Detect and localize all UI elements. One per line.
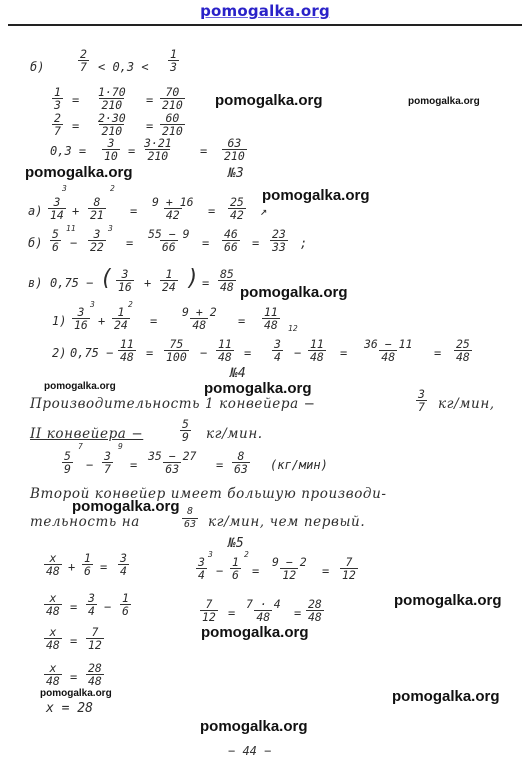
equals-sign: = (146, 119, 154, 133)
fraction: $\frac{7 \cdot 4}{48}$ (246, 597, 281, 624)
fraction: $\frac{36 - 11}{48}$ (364, 337, 413, 364)
fraction: $\frac{2}{7}$ (80, 47, 87, 74)
fraction: $\frac{3}{16}$ (118, 267, 132, 294)
unit-label: (кг/мин) (270, 458, 328, 472)
fraction: $\frac{x}{48}$ (46, 591, 60, 618)
fraction: $\frac{2\cdot 30}{210}$ (98, 111, 126, 138)
watermark: pomogalka.org (408, 96, 480, 107)
equals-sign: = (202, 236, 210, 250)
superscript: 3 (62, 184, 67, 193)
operator: + (68, 560, 76, 574)
operator: − (216, 564, 224, 578)
operator: − (200, 346, 208, 360)
operator: − (70, 236, 78, 250)
part-b-label: б) (28, 236, 43, 250)
part-v-label: в) (28, 276, 43, 290)
header-divider (8, 24, 522, 26)
mark: ; (300, 236, 308, 250)
operator: − (104, 600, 112, 614)
watermark: pomogalka.org (392, 688, 500, 705)
fraction: $\frac{9 + 16}{42}$ (152, 195, 194, 222)
fraction: $\frac{70}{210}$ (162, 85, 183, 112)
fraction: $\frac{3}{22}$ (90, 227, 104, 254)
fraction: $\frac{x}{48}$ (46, 625, 60, 652)
fraction: $\frac{28}{48}$ (308, 597, 322, 624)
equation-lhs: 0,75 − (50, 276, 94, 290)
text-line: Второй конвейер имеет большую производи- (30, 486, 387, 502)
fraction: $\frac{5}{9}$ (182, 417, 189, 444)
equals-sign: = (126, 236, 134, 250)
watermark: pomogalka.org (40, 688, 112, 699)
fraction: $\frac{8}{63}$ (184, 506, 197, 530)
fraction: $\frac{11}{48}$ (120, 337, 134, 364)
step-label: 1) (52, 314, 67, 328)
superscript: 11 (66, 224, 76, 233)
equals-sign: = (70, 600, 78, 614)
fraction: $\frac{8}{63}$ (234, 449, 248, 476)
fraction: $\frac{x}{48}$ (46, 661, 60, 688)
fraction: $\frac{55 - 9}{66}$ (148, 227, 190, 254)
fraction: $\frac{1}{6}$ (122, 591, 129, 618)
equals-sign: = (130, 204, 138, 218)
fraction: $\frac{23}{33}$ (272, 227, 286, 254)
fraction: $\frac{2}{7}$ (54, 111, 61, 138)
equals-sign: = (294, 606, 302, 620)
equals-sign: = (244, 346, 252, 360)
equals-sign: = (238, 314, 246, 328)
mark: ↗ (260, 204, 268, 218)
equals-sign: = (128, 144, 136, 158)
watermark: pomogalka.org (394, 592, 502, 609)
superscript: 2 (128, 300, 133, 309)
equals-sign: = (228, 606, 236, 620)
fraction: $\frac{5}{9}$ (64, 449, 71, 476)
watermark: pomogalka.org (215, 92, 323, 109)
superscript: 9 (118, 442, 123, 451)
watermark: pomogalka.org (240, 284, 348, 301)
part-a-label: а) (28, 204, 43, 218)
inequality-text: < 0,3 < (98, 60, 149, 74)
equals-sign: = (72, 93, 80, 107)
answer: x = 28 (46, 701, 93, 716)
fraction: $\frac{63}{210}$ (224, 136, 245, 163)
equals-sign: = (146, 346, 154, 360)
equals-sign: = (72, 119, 80, 133)
unit-label: кг/мин, (438, 396, 495, 412)
watermark: pomogalka.org (72, 498, 180, 515)
fraction: $\frac{1}{24}$ (162, 267, 176, 294)
superscript: 7 (78, 442, 83, 451)
paren-open: ( (100, 266, 114, 291)
fraction: $\frac{25}{42}$ (230, 195, 244, 222)
page-number: − 44 − (228, 744, 272, 758)
fraction: $\frac{85}{48}$ (220, 267, 234, 294)
watermark: pomogalka.org (204, 380, 312, 397)
fraction: $\frac{3}{4}$ (88, 591, 95, 618)
equals-sign: = (340, 346, 348, 360)
equals-sign: = (202, 276, 210, 290)
equation-lhs: 0,75 − (70, 346, 114, 360)
superscript: 12 (288, 324, 298, 333)
watermark: pomogalka.org (44, 381, 116, 392)
fraction: $\frac{35 - 27}{63}$ (148, 449, 197, 476)
unit-label: кг/мин. (206, 426, 263, 442)
fraction: $\frac{1\cdot 70}{210}$ (98, 85, 126, 112)
fraction: $\frac{3\cdot 21}{210}$ (144, 136, 172, 163)
fraction: $\frac{3}{7}$ (418, 387, 425, 414)
fraction: $\frac{3}{10}$ (104, 136, 118, 163)
watermark: pomogalka.org (262, 187, 370, 204)
fraction: $\frac{1}{3}$ (54, 85, 61, 112)
section-title-n4: №4 (230, 366, 246, 381)
operator: − (294, 346, 302, 360)
section-title-n3: №3 (228, 166, 244, 181)
fraction: $\frac{9 + 2}{48}$ (182, 305, 217, 332)
equals-sign: = (252, 564, 260, 578)
equals-sign: = (150, 314, 158, 328)
fraction: $\frac{1}{24}$ (114, 305, 128, 332)
site-header (0, 0, 530, 24)
watermark: pomogalka.org (25, 164, 133, 181)
fraction: $\frac{3}{4}$ (274, 337, 281, 364)
section-title-n5: №5 (228, 536, 244, 551)
equals-sign: = (70, 634, 78, 648)
equals-sign: = (434, 346, 442, 360)
text-line: кг/мин, чем первый. (208, 514, 366, 530)
fraction: $\frac{8}{21}$ (90, 195, 104, 222)
equals-sign: = (130, 458, 138, 472)
superscript: 3 (108, 224, 113, 233)
watermark: pomogalka.org (200, 718, 308, 735)
superscript: 2 (244, 550, 249, 559)
part-b-label: б) (30, 60, 45, 74)
superscript: 2 (110, 184, 115, 193)
fraction: $\frac{7}{12}$ (88, 625, 102, 652)
text-line: Производительность 1 конвейера − (30, 396, 316, 412)
equals-sign: = (208, 204, 216, 218)
fraction: $\frac{11}{48}$ (218, 337, 232, 364)
equals-sign: = (146, 93, 154, 107)
fraction: $\frac{7}{12}$ (342, 555, 356, 582)
equals-sign: = (70, 670, 78, 684)
text-line: тельность на (30, 514, 140, 530)
text-line: II конвейера − (30, 426, 144, 442)
superscript: 3 (90, 300, 95, 309)
fraction: $\frac{x}{48}$ (46, 551, 60, 578)
fraction: $\frac{11}{48}$ (264, 305, 278, 332)
step-label: 2) (52, 346, 67, 360)
equation-lhs: 0,3 = (50, 144, 87, 158)
operator: + (72, 204, 80, 218)
equals-sign: = (322, 564, 330, 578)
fraction: $\frac{5}{6}$ (52, 227, 59, 254)
fraction: $\frac{60}{210}$ (162, 111, 183, 138)
fraction: $\frac{1}{3}$ (170, 47, 177, 74)
fraction: $\frac{9 - 2}{12}$ (272, 555, 307, 582)
equals-sign: = (216, 458, 224, 472)
fraction: $\frac{28}{48}$ (88, 661, 102, 688)
superscript: 3 (208, 550, 213, 559)
operator: + (98, 314, 106, 328)
fraction: $\frac{3}{4}$ (198, 555, 205, 582)
fraction: $\frac{25}{48}$ (456, 337, 470, 364)
equals-sign: = (252, 236, 260, 250)
equals-sign: = (200, 144, 208, 158)
fraction: $\frac{3}{16}$ (74, 305, 88, 332)
fraction: $\frac{75}{100}$ (166, 337, 187, 364)
fraction: $\frac{1}{6}$ (84, 551, 91, 578)
watermark: pomogalka.org (201, 624, 309, 641)
paren-close: ) (186, 266, 200, 291)
equals-sign: = (100, 560, 108, 574)
fraction: $\frac{11}{48}$ (310, 337, 324, 364)
fraction: $\frac{46}{66}$ (224, 227, 238, 254)
operator: + (144, 276, 152, 290)
operator: − (86, 458, 94, 472)
fraction: $\frac{7}{12}$ (202, 597, 216, 624)
fraction: $\frac{3}{14}$ (50, 195, 64, 222)
fraction: $\frac{3}{4}$ (120, 551, 127, 578)
fraction: $\frac{3}{7}$ (104, 449, 111, 476)
site-title-link[interactable]: pomogalka.org (200, 2, 330, 20)
fraction: $\frac{1}{6}$ (232, 555, 239, 582)
